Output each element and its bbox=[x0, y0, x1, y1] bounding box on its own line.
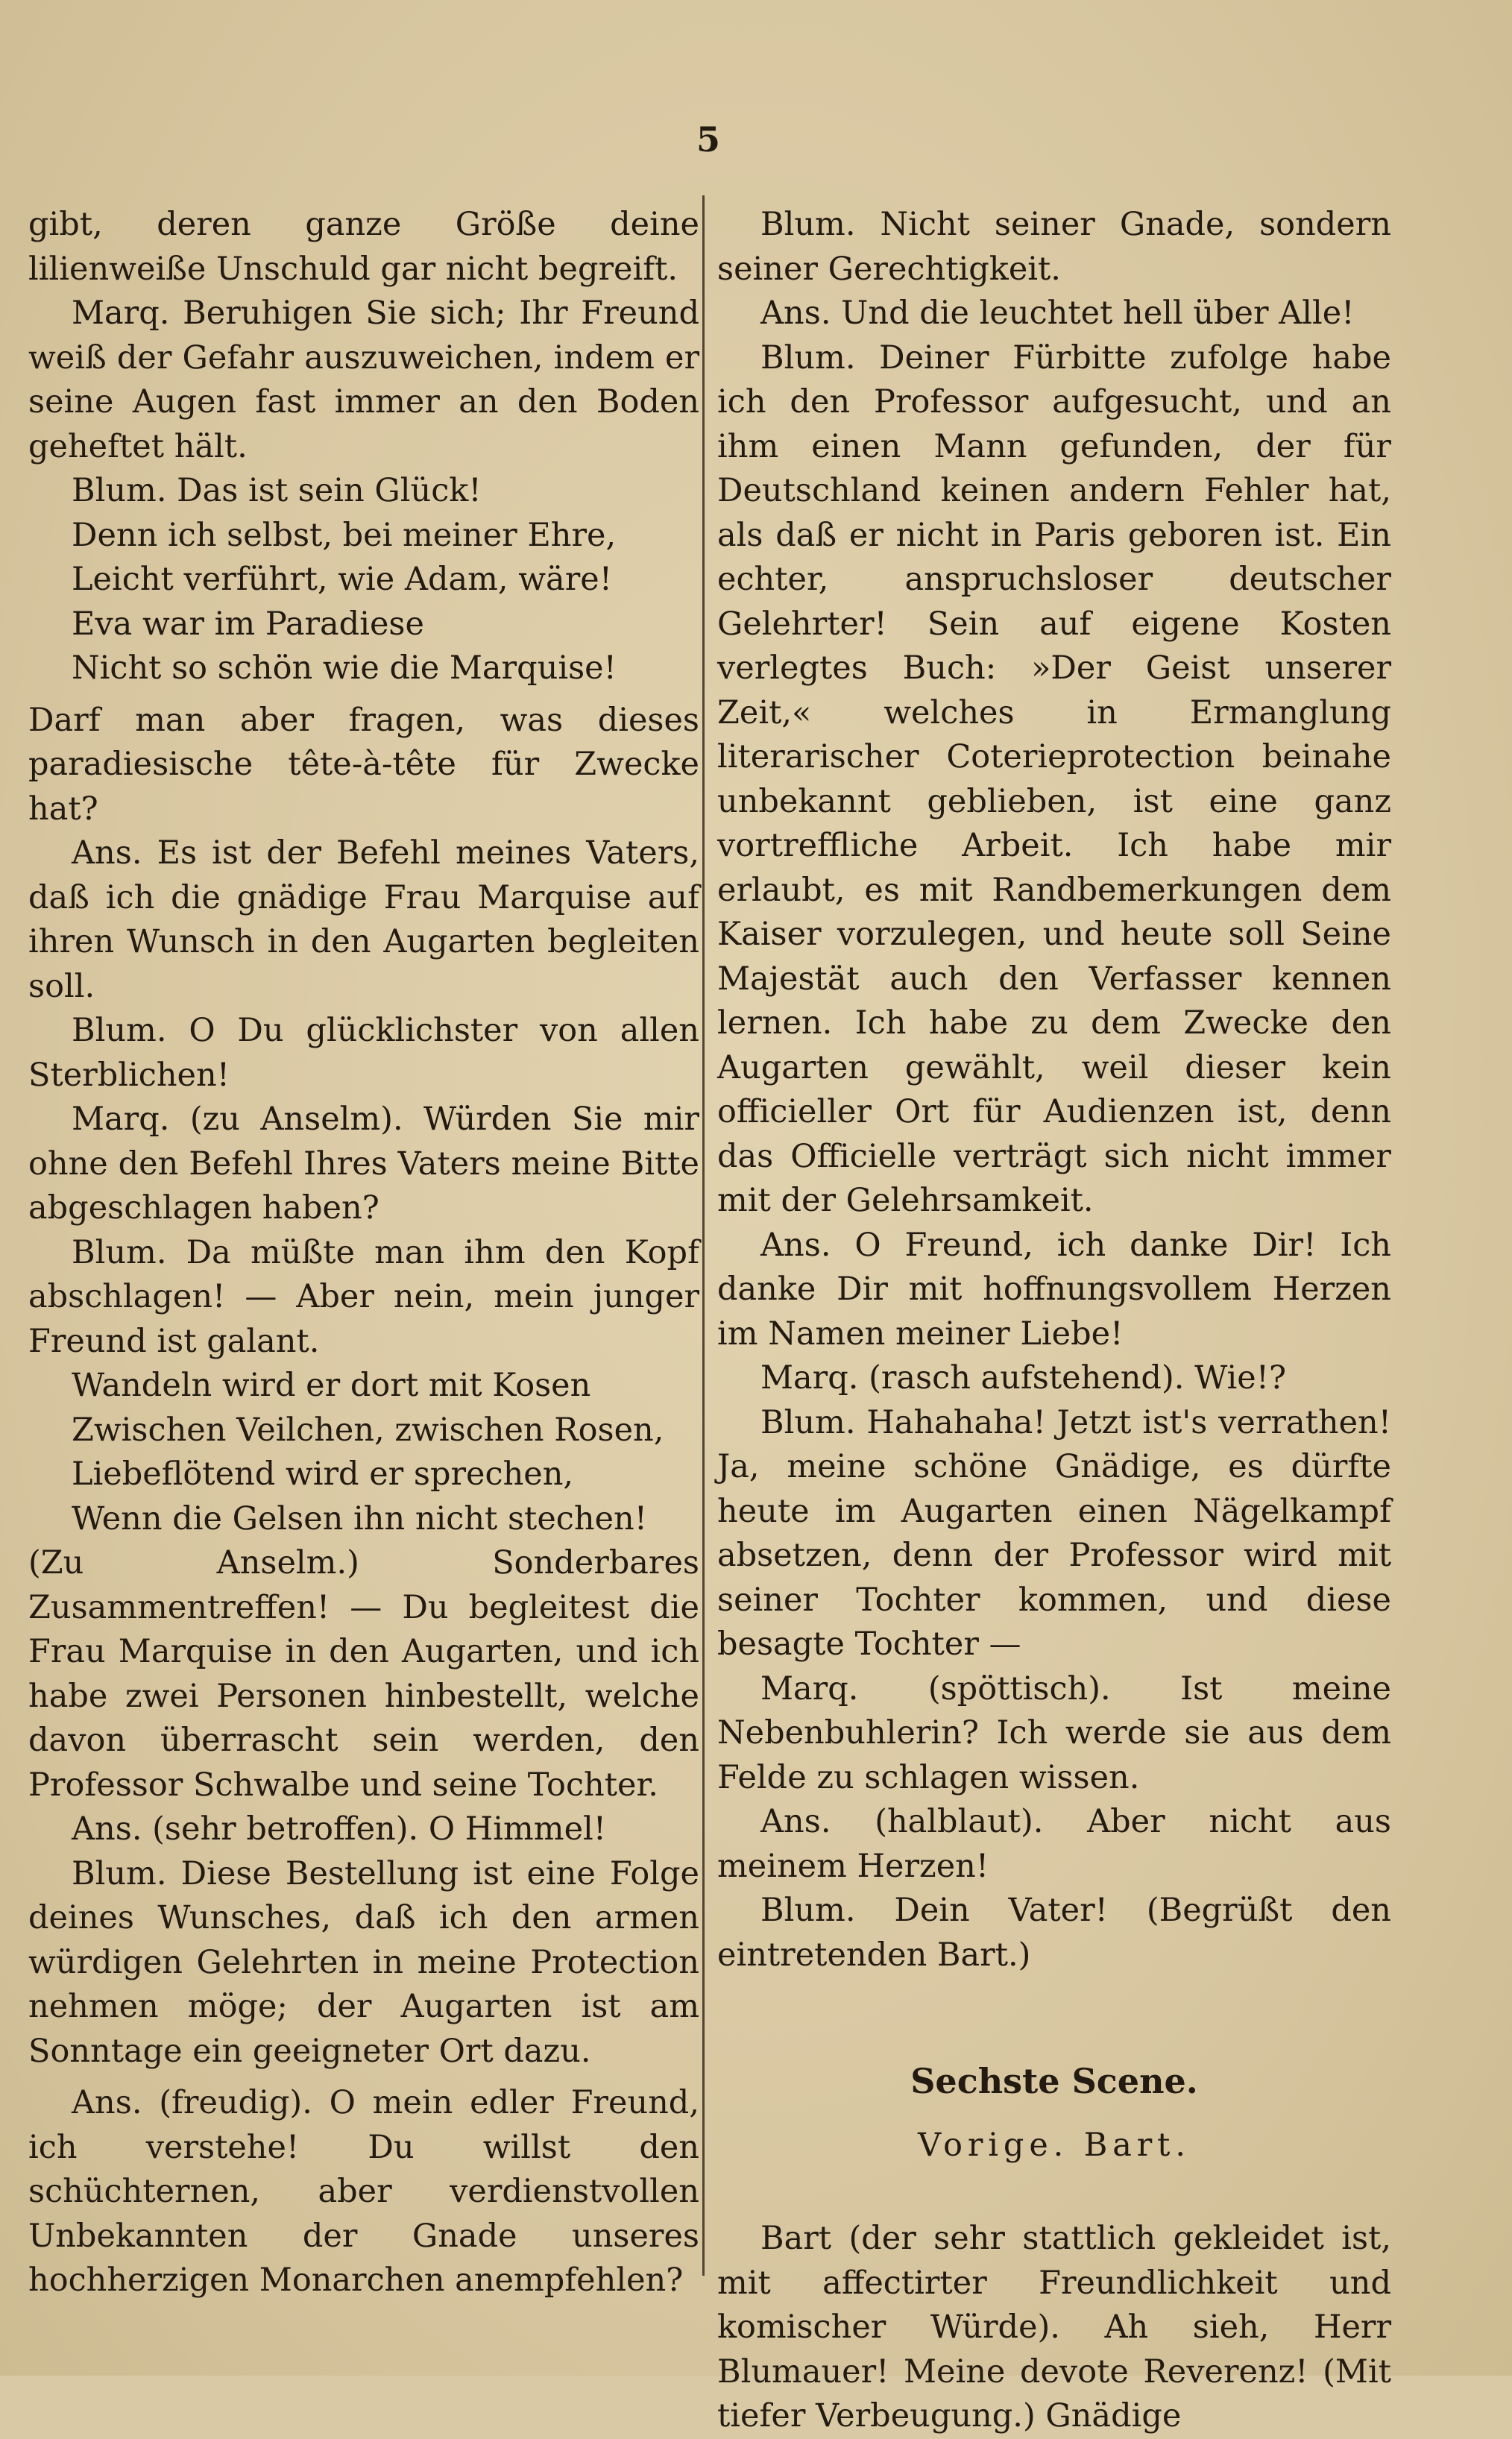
paragraph: Blum. O Du glücklichster von allen Sterblichen! bbox=[28, 1012, 699, 1094]
paragraph: Marq. (zu Anselm). Würden Sie mir ohne den Befehl Ihres Vaters meine Bitte abgeschlagen haben? bbox=[28, 1101, 699, 1227]
paragraph: Ans. Es ist der Befehl meines Vaters, daß ich die gnädige Frau Marquise auf ihren Wunsch in den Augarten begleiten soll. bbox=[28, 834, 699, 1005]
verse-line: Wenn die Gelsen ihn nicht stechen! bbox=[72, 1499, 647, 1538]
paragraph: Blum. Da müßte man ihm den Kopf abschlagen! — Aber nein, mein junger Freund ist galant. bbox=[28, 1233, 699, 1360]
paragraph: Blum. Nicht seiner Gnade, sondern seiner Gerechtigkeit. bbox=[717, 206, 1391, 288]
verse-line: Eva war im Paradiese bbox=[72, 605, 424, 643]
verse-line: Liebeflötend wird er sprechen, bbox=[72, 1455, 574, 1493]
paragraph: Marq. (spöttisch). Ist meine Nebenbuhlerin? Ich werde sie aus dem Felde zu schlagen wissen. bbox=[717, 1669, 1391, 1796]
verse-line: Denn ich selbst, bei meiner Ehre, bbox=[72, 516, 617, 554]
page-number: 5 bbox=[696, 119, 720, 160]
scene-heading: Sechste Scene. bbox=[910, 2061, 1198, 2101]
paragraph: Blum. Das ist sein Glück! bbox=[72, 472, 482, 509]
paragraph: Ans. Und die leuchtet hell über Alle! bbox=[760, 295, 1355, 332]
paragraph: Ans. (freudig). O mein edler Freund, ich verstehe! Du willst den schüchternen, aber verdienstvollen Unbekannten der Gnade unseres hochherzigen Monarchen anempfehlen? bbox=[28, 2084, 699, 2299]
verse-line: Wandeln wird er dort mit Kosen bbox=[72, 1367, 591, 1404]
paragraph: gibt, deren ganze Größe deine lilienweiße Unschuld gar nicht begreift. bbox=[28, 206, 699, 288]
paragraph: Blum. Diese Bestellung ist eine Folge deines Wunsches, daß ich den armen würdigen Gelehrten in meine Protection nehmen möge; der Augarten ist am Sonntage ein geeigneter Ort dazu. bbox=[28, 1854, 699, 2070]
verse-line: Leicht verführt, wie Adam, wäre! bbox=[72, 561, 612, 598]
right-column bbox=[717, 203, 1391, 2439]
paragraph: Blum. Hahahaha! Jetzt ist's verrathen! Ja, meine schöne Gnädige, es dürfte heute im Augarten einen Nägelkampf absetzen, denn der Professor wird mit seiner Tochter kommen, und diese besagte Tochter — bbox=[717, 1403, 1391, 1663]
paragraph: Ans. (halblaut). Aber nicht aus meinem Herzen! bbox=[717, 1803, 1391, 1885]
column-divider bbox=[702, 195, 705, 2276]
paragraph: Marq. Beruhigen Sie sich; Ihr Freund weiß der Gefahr auszuweichen, indem er seine Augen fast immer an den Boden geheftet hält. bbox=[28, 295, 699, 465]
paragraph: Blum. Dein Vater! (Begrüßt den eintretenden Bart.) bbox=[717, 1892, 1391, 1974]
paragraph: Darf man aber fragen, was dieses paradiesische tête-à-tête für Zwecke hat? bbox=[28, 701, 699, 828]
verse-line: Nicht so schön wie die Marquise! bbox=[72, 649, 617, 687]
paragraph: Ans. (sehr betroffen). O Himmel! bbox=[72, 1810, 607, 1848]
verse-line: Zwischen Veilchen, zwischen Rosen, bbox=[72, 1411, 664, 1449]
paragraph: (Zu Anselm.) Sonderbares Zusammentreffen! — Du begleitest die Frau Marquise in den Augarten, und ich habe zwei Personen hinbestellt, welche davon überrascht sein werden, den Professor Schwalbe und seine Tochter. bbox=[28, 1544, 699, 1804]
scene-cast: Vorige. Bart. bbox=[918, 2126, 1191, 2164]
paragraph: Ans. O Freund, ich danke Dir! Ich danke Dir mit hoffnungsvollem Herzen im Namen meiner Liebe! bbox=[717, 1226, 1391, 1353]
paragraph: Bart (der sehr stattlich gekleidet ist, mit affectirter Freundlichkeit und komischer Würde). Ah sieh, Herr Blumauer! Meine devote Reverenz! (Mit tiefer Verbeugung.) Gnädige bbox=[717, 2220, 1391, 2435]
left-column bbox=[28, 203, 699, 2303]
paragraph: Blum. Deiner Fürbitte zufolge habe ich den Professor aufgesucht, und an ihm einen Mann gefunden, der für Deutschland keinen andern Fehler hat, als daß er nicht in Paris geboren ist. Ein echter, anspruchsloser deutscher Gelehrter! Sein auf eigene Kosten verlegtes Buch: »Der Geist unserer Zeit,« welches in Ermanglung literarischer Coterieprotection beinahe unbekannt geblieben, ist eine ganz vortreffliche Arbeit. Ich habe mir erlaubt, es mit Randbemerkungen dem Kaiser vorzulegen, und heute soll Seine Majestät auch den Verfasser kennen lernen. Ich habe zu dem Zwecke den Augarten gewählt, weil dieser kein officieller Ort für Audienzen ist, denn das Officielle verträgt sich nicht immer mit der Gelehrsamkeit. bbox=[717, 339, 1391, 1219]
paragraph: Marq. (rasch aufstehend). Wie!? bbox=[760, 1359, 1287, 1397]
